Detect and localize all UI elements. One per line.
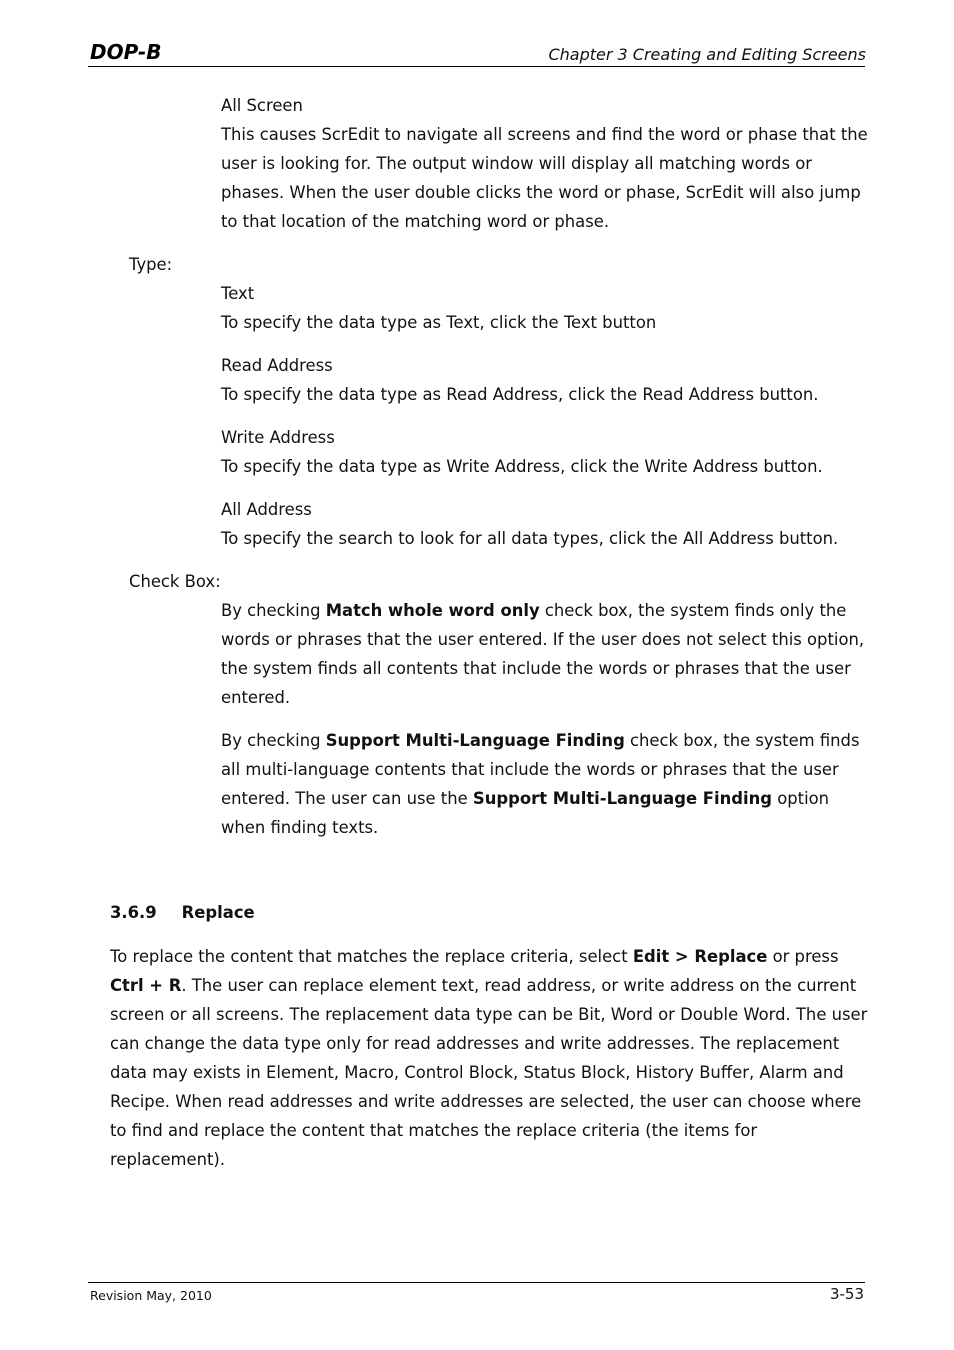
type-item-desc: To specify the data type as Write Address, click the Write Address button. [221,457,823,476]
checkbox-label: Check Box: [129,572,221,591]
type-item-desc: To specify the data type as Read Address, click the Read Address button. [221,385,819,404]
checkbox-para-2: By checking Support Multi-Language Finding check box, the system finds all multi-language contents that include the words or phrases that the user entered. The user can use the Support Multi-Language Finding option when finding texts. [221,731,860,837]
all-screen-block [221,91,869,236]
type-item-all-address [221,495,869,553]
section-title: Replace [181,903,255,922]
type-item-desc: To specify the data type as Text, click the Text button [221,313,657,332]
type-item-read-address [221,351,869,409]
chapter-title: Chapter 3 Creating and Editing Screens [548,45,866,64]
revision-date: Revision May, 2010 [90,1288,212,1303]
section-paragraph: To replace the content that matches the replace criteria, select Edit > Replace or press Ctrl + R. The user can replace element text, read address, or write address on the current screen or all screens. The replacement data type can be Bit, Word or Double Word. The user can change the data type only for read addresses and write addresses. The replacement data may exists in Element, Macro, Control Block, Status Block, History Buffer, Alarm and Recipe. When read addresses and write addresses are selected, the user can choose where to find and replace the content that matches the replace criteria (the items for replacement). [110,947,868,1169]
page-number: 3-53 [829,1285,864,1303]
option-name: Support Multi-Language Finding [325,731,625,750]
shortcut: Ctrl + R [110,976,182,995]
type-item-title: Write Address [221,428,335,447]
type-item-title: Text [221,284,255,303]
option-name: Support Multi-Language Finding [472,789,773,808]
checkbox-para-1: By checking Match whole word only check box, the system finds only the words or phrases that the user entered. If the user does not select this option, the system finds all contents that include the words or phrases that the user entered. [221,601,865,707]
type-label: Type: [129,255,173,274]
brand-logo: DOP-B [90,40,162,64]
checkbox-para-multi-language [221,726,869,842]
type-item-title: Read Address [221,356,333,375]
type-item-text [221,279,869,337]
section-heading [110,903,255,922]
type-item-desc: To specify the search to look for all data types, click the All Address button. [221,529,839,548]
header-rule [88,66,865,67]
type-item-write-address [221,423,869,481]
menu-path: Edit > Replace [632,947,768,966]
all-screen-title: All Screen [221,96,303,115]
footer-rule [88,1282,865,1283]
type-item-title: All Address [221,500,312,519]
option-name: Match whole word only [325,601,540,620]
all-screen-desc: This causes ScrEdit to navigate all screens and find the word or phase that the user is looking for. The output window will display all matching words or phases. When the user double clicks the word or phase, ScrEdit will also jump to that location of the matching word or phase. [221,125,868,231]
section-number: 3.6.9 [110,903,157,922]
checkbox-para-match-whole-word [221,596,869,712]
section-body [110,942,870,1174]
